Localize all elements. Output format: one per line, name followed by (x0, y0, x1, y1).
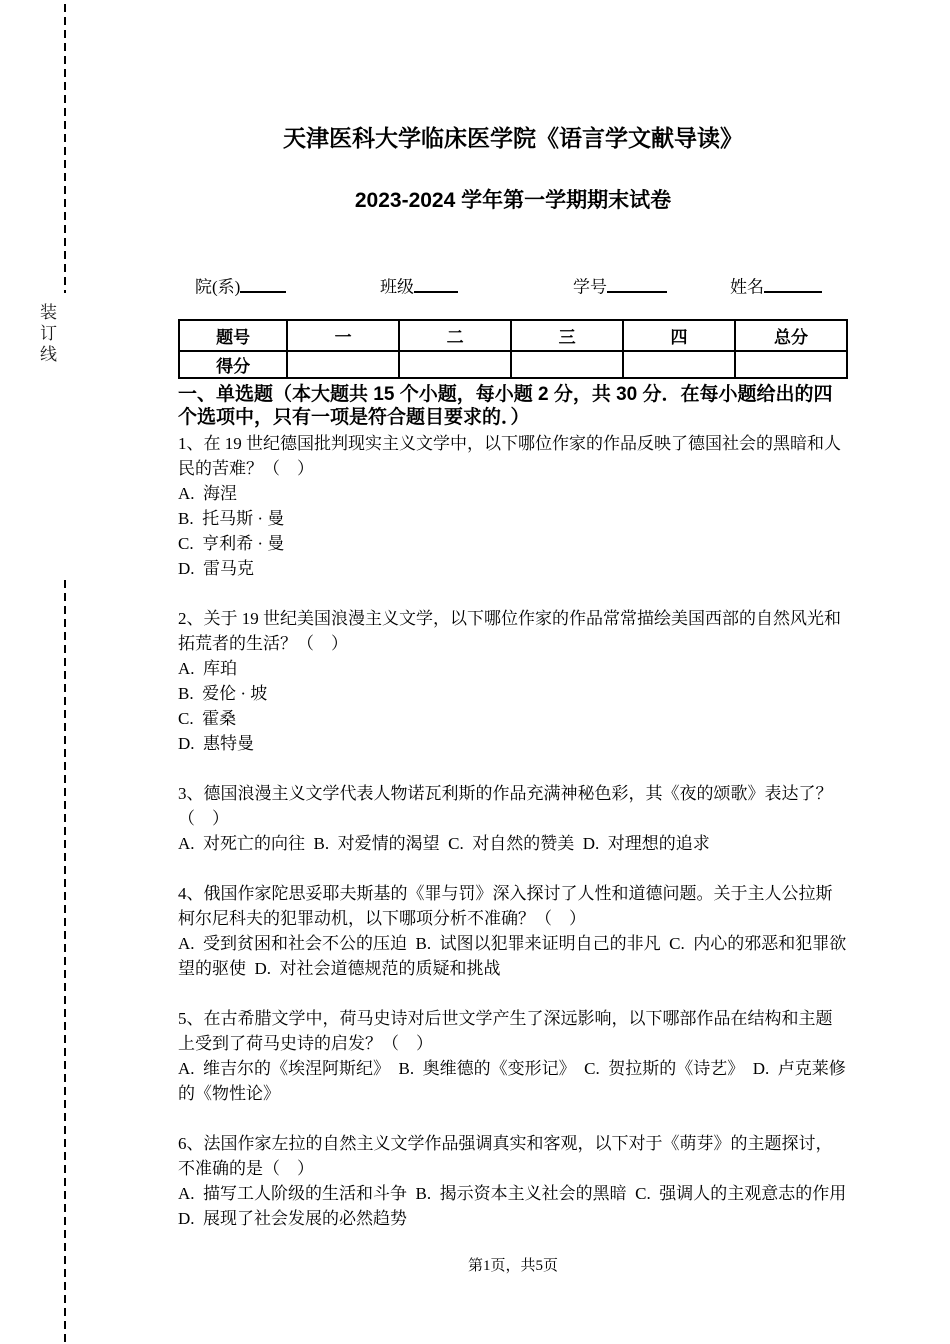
option: D. 惠特曼 (178, 734, 255, 753)
score-table (178, 319, 848, 379)
question-block (178, 1131, 855, 1231)
field-label: 院(系) (195, 277, 241, 297)
field-department (195, 272, 286, 298)
table-header-cell: 二 (399, 320, 511, 351)
binding-dashed-line-bottom (64, 580, 66, 1344)
table-row (179, 320, 847, 351)
page-number: 第1页，共5页 (467, 1258, 558, 1274)
table-header-cell: 四 (623, 320, 735, 351)
score-value-cell (399, 351, 511, 378)
question-text: 1、在 19 世纪德国批判现实主义文学中，以下哪位作家的作品反映了德国社会的黑暗和人民的苦难？（ ） (178, 434, 841, 478)
options-line: A. 描写工人阶级的生活和斗争 B. 揭示资本主义社会的黑暗 C. 强调人的主观意志的作用 D. 展现了社会发展的必然趋势 (178, 1184, 855, 1228)
question-options (178, 1181, 855, 1231)
section-heading: 一、单选题（本大题共 15 个小题，每小题 2 分，共 30 分．在每小题给出的四个选项中，只有一项是符合题目要求的．） (178, 384, 833, 428)
question-block (178, 431, 848, 581)
question-text: 2、关于 19 世纪美国浪漫主义文学，以下哪位作家的作品常常描绘美国西部的自然风光和拓荒者的生活？（ ） (178, 609, 841, 653)
option: B. 托马斯 · 曼 (178, 509, 285, 528)
score-value-cell (287, 351, 399, 378)
question-block (178, 606, 848, 756)
field-student-id (573, 272, 667, 298)
question-options (178, 831, 848, 856)
field-label: 姓名 (730, 277, 764, 297)
exam-content (178, 0, 855, 1231)
field-blank (764, 272, 822, 293)
option: C. 霍桑 (178, 709, 237, 728)
option: B. 爱伦 · 坡 (178, 684, 268, 703)
field-blank (414, 272, 458, 293)
option: A. 库珀 (178, 659, 238, 678)
options-line: A. 维吉尔的《埃涅阿斯纪》 B. 奥维德的《变形记》 C. 贺拉斯的《诗艺》 D. 卢克莱修的《物性论》 (178, 1059, 846, 1103)
field-name (730, 272, 822, 298)
score-value-cell (623, 351, 735, 378)
table-header-cell: 总分 (735, 320, 847, 351)
score-label-cell: 得分 (179, 351, 287, 378)
option: A. 海涅 (178, 484, 238, 503)
binding-line-label: 装订线 (37, 303, 56, 366)
question-options (178, 1056, 848, 1106)
question-block (178, 1006, 848, 1106)
options-line: A. 受到贫困和社会不公的压迫 B. 试图以犯罪来证明自己的非凡 C. 内心的邪恶和犯罪欲望的驱使 D. 对社会道德规范的质疑和挑战 (178, 934, 847, 978)
field-blank (240, 272, 286, 293)
question-block (178, 881, 848, 981)
option: D. 雷马克 (178, 559, 255, 578)
field-blank (607, 272, 667, 293)
student-info-row (178, 272, 848, 298)
table-header-cell: 一 (287, 320, 399, 351)
table-header-cell: 题号 (179, 320, 287, 351)
field-label: 学号 (573, 277, 607, 297)
question-text: 6、法国作家左拉的自然主义文学作品强调真实和客观，以下对于《萌芽》的主题探讨，不准确的是（ ） (178, 1134, 833, 1178)
page-subtitle: 2023-2024 学年第一学期期末试卷 (354, 189, 672, 212)
question-text: 5、在古希腊文学中，荷马史诗对后世文学产生了深远影响，以下哪部作品在结构和主题上受到了荷马史诗的启发？（ ） (178, 1009, 833, 1053)
option: C. 亨利希 · 曼 (178, 534, 285, 553)
question-options (178, 656, 848, 756)
question-text: 3、德国浪漫主义文学代表人物诺瓦利斯的作品充满神秘色彩，其《夜的颂歌》表达了？（ ） (178, 784, 833, 828)
question-options (178, 481, 848, 581)
score-value-cell (735, 351, 847, 378)
field-class (380, 272, 458, 298)
options-line: A. 对死亡的向往 B. 对爱情的渴望 C. 对自然的赞美 D. 对理想的追求 (178, 834, 710, 853)
page-title: 天津医科大学临床医学院《语言学文献导读》 (283, 125, 743, 151)
table-header-cell: 三 (511, 320, 623, 351)
question-text: 4、俄国作家陀思妥耶夫斯基的《罪与罚》深入探讨了人性和道德问题。关于主人公拉斯柯尔尼科夫的犯罪动机，以下哪项分析不准确？（ ） (178, 884, 833, 928)
question-block (178, 781, 848, 856)
score-value-cell (511, 351, 623, 378)
field-label: 班级 (380, 277, 414, 297)
binding-dashed-line-top (64, 4, 66, 293)
questions-list (178, 431, 855, 1231)
table-row (179, 351, 847, 378)
question-options (178, 931, 848, 981)
